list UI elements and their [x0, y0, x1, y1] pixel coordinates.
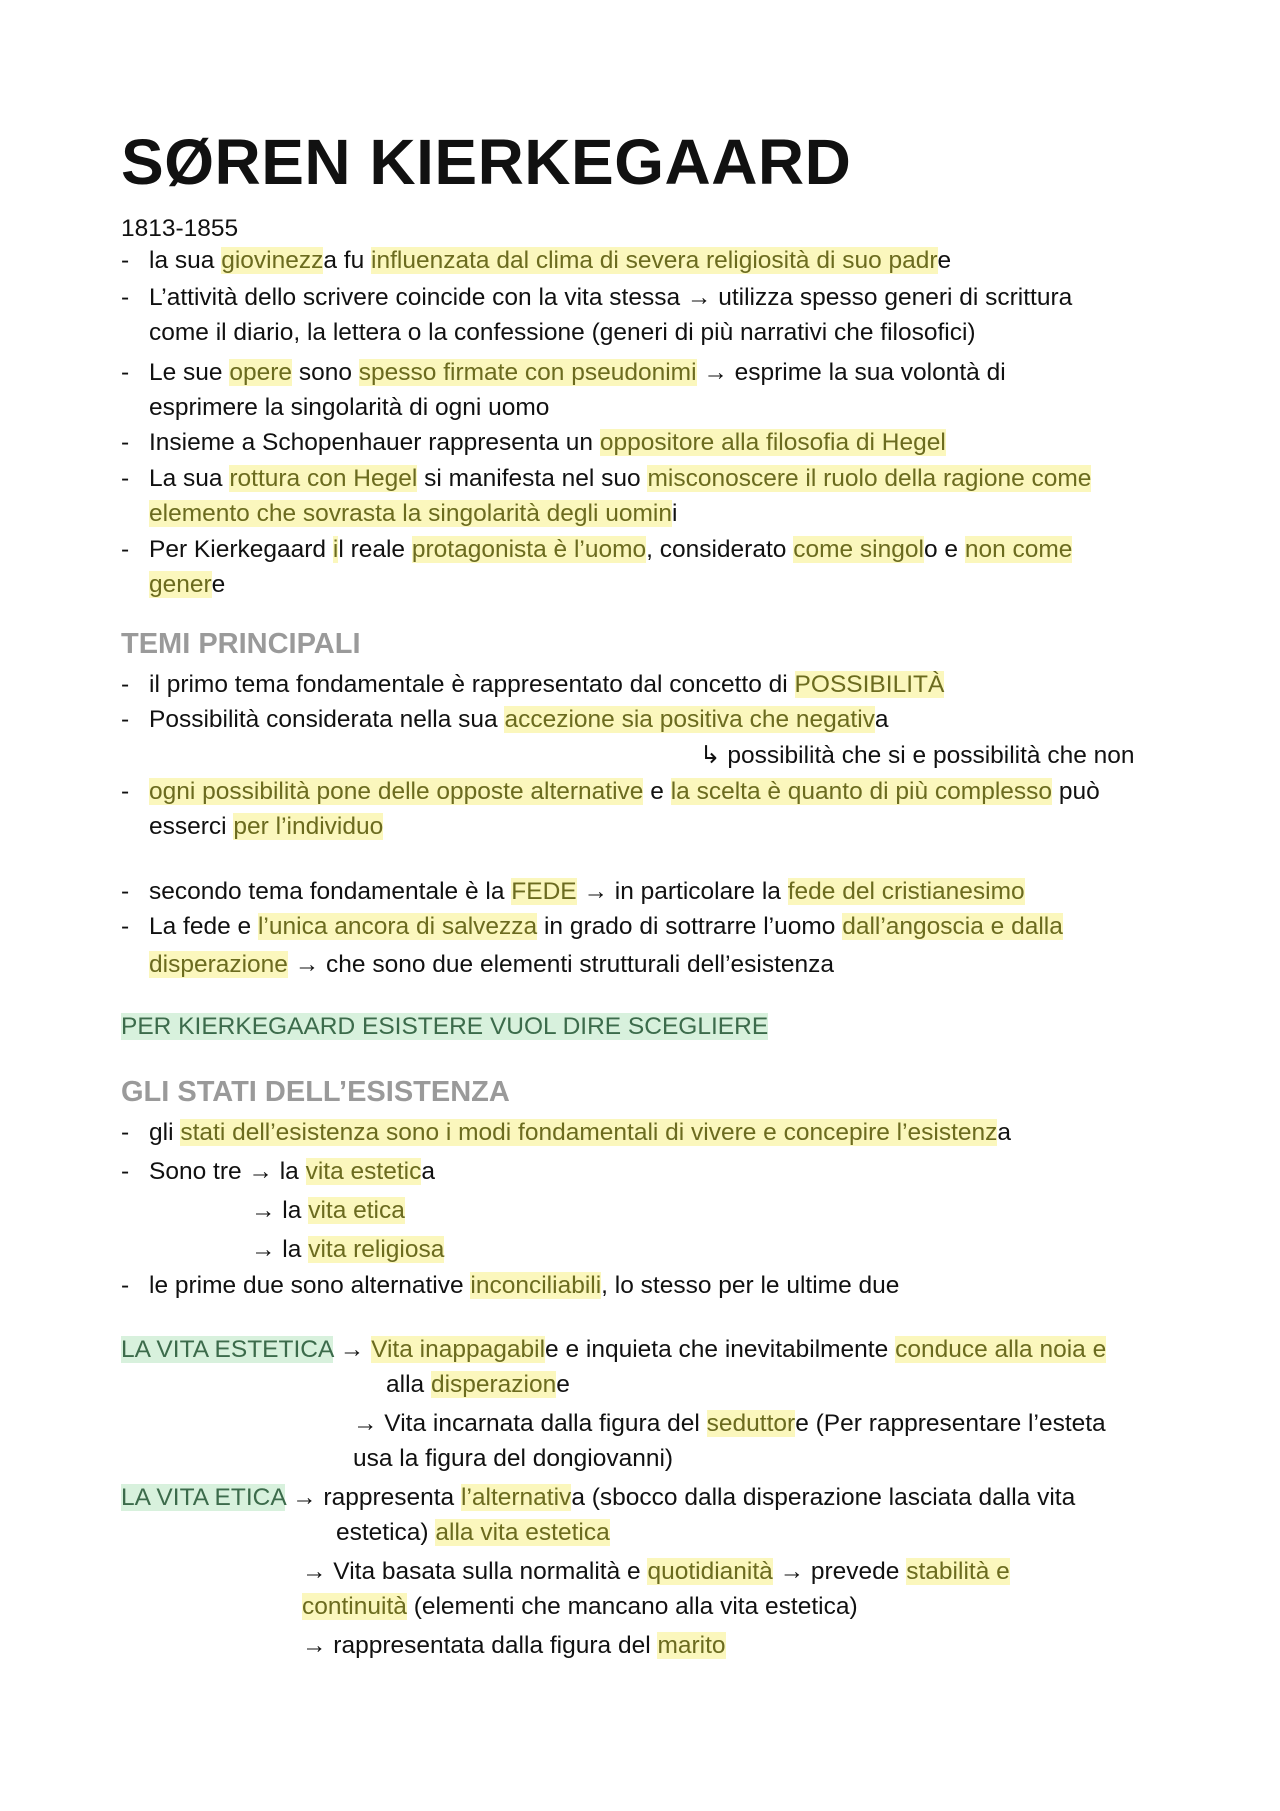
intro-bullet-protagonist: Per Kierkegaard il reale protagonista è l’uomo, considerato come singolo e non come: [149, 536, 1073, 563]
intro-bullet-youth: la sua giovinezza fu influenzata dal clima di severa religiosità di suo padre: [149, 247, 952, 274]
document-title: SØREN KIERKEGAARD: [121, 126, 852, 198]
stati-bullet-definition: gli stati dell’esistenza sono i modi fondamentali di vivere e concepire l’esistenza: [149, 1119, 1012, 1146]
temi-bullet-alternatives-cont: esserci per l’individuo: [149, 813, 384, 840]
intro-bullet-pseudonyms-cont: esprimere la singolarità di ogni uomo: [149, 394, 550, 421]
bullet-dash: -: [121, 1158, 130, 1185]
estetica-line-1: LA VITA ESTETICA → Vita inappagabile e inquieta che inevitabilmente conduce alla noia e: [121, 1336, 1107, 1363]
bullet-dash: -: [121, 284, 130, 311]
temi-bullet-salvation: La fede e l’unica ancora di salvezza in grado di sottrarre l’uomo dall’angoscia e dalla: [149, 913, 1063, 940]
etica-label: LA VITA ETICA: [121, 1484, 286, 1511]
temi-bullet-faith: secondo tema fondamentale è la FEDE → in particolare la fede del cristianesimo: [149, 878, 1025, 905]
bullet-dash: -: [121, 878, 130, 905]
etica-line-3: → Vita basata sulla normalità e quotidianità → prevede stabilità e: [302, 1558, 1010, 1585]
estetica-line-2: alla disperazione: [386, 1371, 570, 1398]
section-heading-temi: TEMI PRINCIPALI: [121, 628, 361, 660]
etica-line-5: → rappresentata dalla figura del marito: [302, 1632, 726, 1659]
etica-line-2: estetica) alla vita estetica: [336, 1519, 610, 1546]
stati-religiosa-item: → la vita religiosa: [251, 1236, 445, 1263]
section-heading-stati: GLI STATI DELL’ESISTENZA: [121, 1076, 510, 1108]
bullet-dash: -: [121, 671, 130, 698]
bullet-dash: -: [121, 1272, 130, 1299]
bullet-dash: -: [121, 429, 130, 456]
intro-bullet-protagonist-cont: genere: [149, 571, 226, 598]
bullet-dash: -: [121, 247, 130, 274]
temi-bullet-accezione: Possibilità considerata nella sua accezione sia positiva che negativa: [149, 706, 889, 733]
bullet-dash: -: [121, 536, 130, 563]
intro-bullet-writing-cont: come il diario, la lettera o la confessione (generi di più narrativi che filosofici): [149, 319, 976, 346]
intro-bullet-pseudonyms: Le sue opere sono spesso firmate con pseudonimi → esprime la sua volontà di: [149, 359, 1006, 386]
life-years: 1813-1855: [121, 215, 239, 242]
bullet-dash: -: [121, 913, 130, 940]
intro-bullet-hegel: La sua rottura con Hegel si manifesta nel suo misconoscere il ruolo della ragione come: [149, 465, 1092, 492]
etica-line-4: continuità (elementi che mancano alla vita estetica): [302, 1593, 858, 1620]
intro-bullet-schopenhauer: Insieme a Schopenhauer rappresenta un oppositore alla filosofia di Hegel: [149, 429, 946, 456]
temi-bullet-salvation-cont: disperazione → che sono due elementi strutturali dell’esistenza: [149, 951, 835, 978]
etica-line-1: LA VITA ETICA → rappresenta l’alternativa (sbocco dalla disperazione lasciata dalla vita: [121, 1484, 1076, 1511]
bullet-dash: -: [121, 465, 130, 492]
bullet-dash: -: [121, 778, 130, 805]
temi-bullet-alternatives: ogni possibilità pone delle opposte alternative e la scelta è quanto di più complesso può: [149, 778, 1100, 805]
temi-bullet-possibility: il primo tema fondamentale è rappresentato dal concetto di POSSIBILITÀ: [149, 671, 945, 698]
intro-bullet-hegel-cont: elemento che sovrasta la singolarità degli uomini: [149, 500, 678, 527]
motto-highlight: PER KIERKEGAARD ESISTERE VUOL DIRE SCEGLIERE: [121, 1013, 769, 1040]
bullet-dash: -: [121, 1119, 130, 1146]
estetica-label: LA VITA ESTETICA: [121, 1336, 333, 1363]
stati-etica-item: → la vita etica: [251, 1197, 405, 1224]
temi-subnote: ↳ possibilità che si e possibilità che non: [700, 742, 1135, 769]
stati-bullet-three: Sono tre → la vita estetica: [149, 1158, 435, 1185]
stati-bullet-inconciliabili: le prime due sono alternative inconciliabili, lo stesso per le ultime due: [149, 1272, 900, 1299]
intro-bullet-writing: L’attività dello scrivere coincide con la vita stessa → utilizza spesso generi di scrittura: [149, 284, 1073, 311]
estetica-line-3: → Vita incarnata dalla figura del seduttore (Per rappresentare l’esteta: [353, 1410, 1106, 1437]
estetica-line-4: usa la figura del dongiovanni): [353, 1445, 674, 1472]
bullet-dash: -: [121, 706, 130, 733]
bullet-dash: -: [121, 359, 130, 386]
